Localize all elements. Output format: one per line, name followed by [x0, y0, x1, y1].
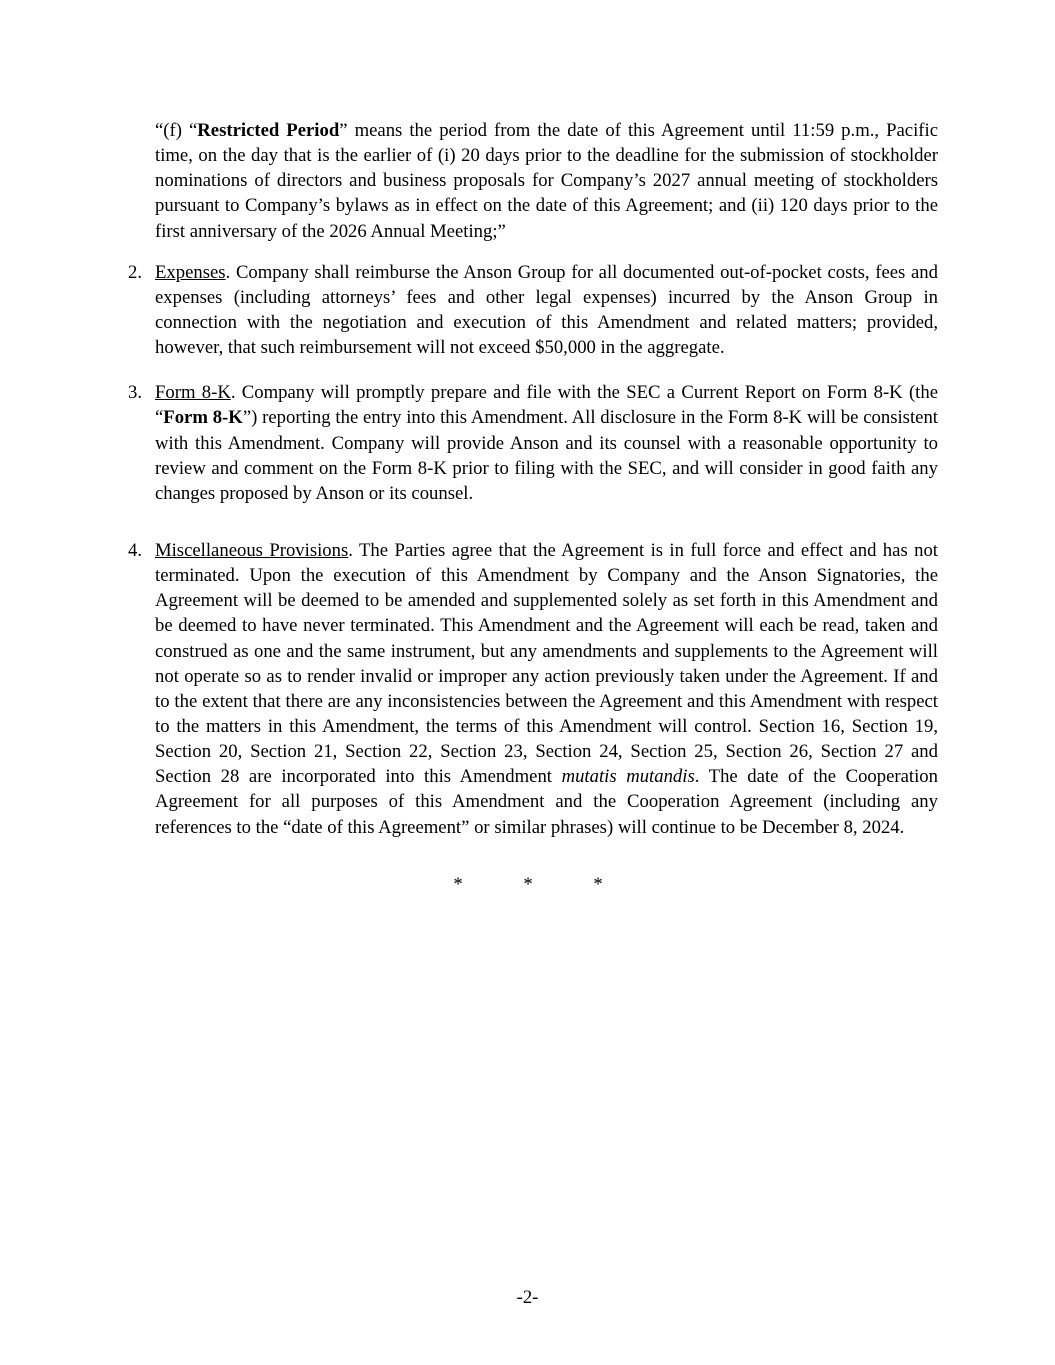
asterisk-mark: *	[453, 873, 465, 895]
list-number: 3.	[128, 382, 143, 404]
section-miscellaneous-provisions	[120, 538, 938, 840]
paragraph-text: Miscellaneous Provisions. The Parties agree that the Agreement is in full force and effect and has not terminated. Upon the execution of this Amendment by Company and the Anson Signatories, the Agreement will be deemed to be amended and supplemented solely as set forth in this Amendment and be deemed to have never terminated. This Amendment and the Agreement will each be read, taken and construed as one and the same instrument, but any amendments and supplements to the Agreement will not operate so as to render invalid or improper any action previously taken under the Agreement. If and to the extent that there are any inconsistencies between the Agreement and this Amendment with respect to the matters in this Amendment, the terms of this Amendment will control. Section 16, Section 19, Section 20, Section 21, Section 22, Section 23, Section 24, Section 25, Section 26, Section 27 and Section 28 are incorporated into this Amendment mutatis mutandis. The date of the Cooperation Agreement for all purposes of this Amendment and the Cooperation Agreement (including any references to the “date of this Agreement” or similar phrases) will continue to be December 8, 2024.	[155, 539, 938, 838]
clause-f-restricted-period	[155, 118, 938, 244]
paragraph-text: Expenses. Company shall reimburse the Anson Group for all documented out-of-pocket costs, fees and expenses (including attorneys’ fees and other legal expenses) incurred by the Anson Group in connection with the negotiation and execution of this Amendment and related matters; provided, however, that such reimbursement will not exceed $50,000 in the aggregate.	[155, 261, 938, 359]
asterisk-mark: *	[523, 873, 535, 895]
asterisk-separator	[120, 874, 938, 896]
asterisk-mark: *	[593, 873, 605, 895]
document-body	[120, 118, 938, 896]
list-number: 4.	[128, 539, 143, 561]
section-form-8k	[120, 380, 938, 506]
section-expenses	[120, 260, 938, 361]
paragraph-text: “(f) “Restricted Period” means the period from the date of this Agreement until 11:59 p.m., Pacific time, on the day that is the earlier of (i) 20 days prior to the deadline for the submission of stockholder nominations of directors and business proposals for Company’s 2027 annual meeting of stockholders pursuant to Company’s bylaws as in effect on the date of this Agreement; and (ii) 120 days prior to the first anniversary of the 2026 Annual Meeting;”	[155, 120, 938, 242]
list-number: 2.	[128, 261, 143, 283]
page-number: -2-	[516, 1287, 539, 1308]
paragraph-text: Form 8-K. Company will promptly prepare and file with the SEC a Current Report on Form 8-K (the “Form 8-K”) reporting the entry into this Amendment. All disclosure in the Form 8-K will be consistent with this Amendment. Company will provide Anson and its counsel with a reasonable opportunity to review and comment on the Form 8-K prior to filing with the SEC, and will consider in good faith any changes proposed by Anson or its counsel.	[155, 382, 938, 504]
